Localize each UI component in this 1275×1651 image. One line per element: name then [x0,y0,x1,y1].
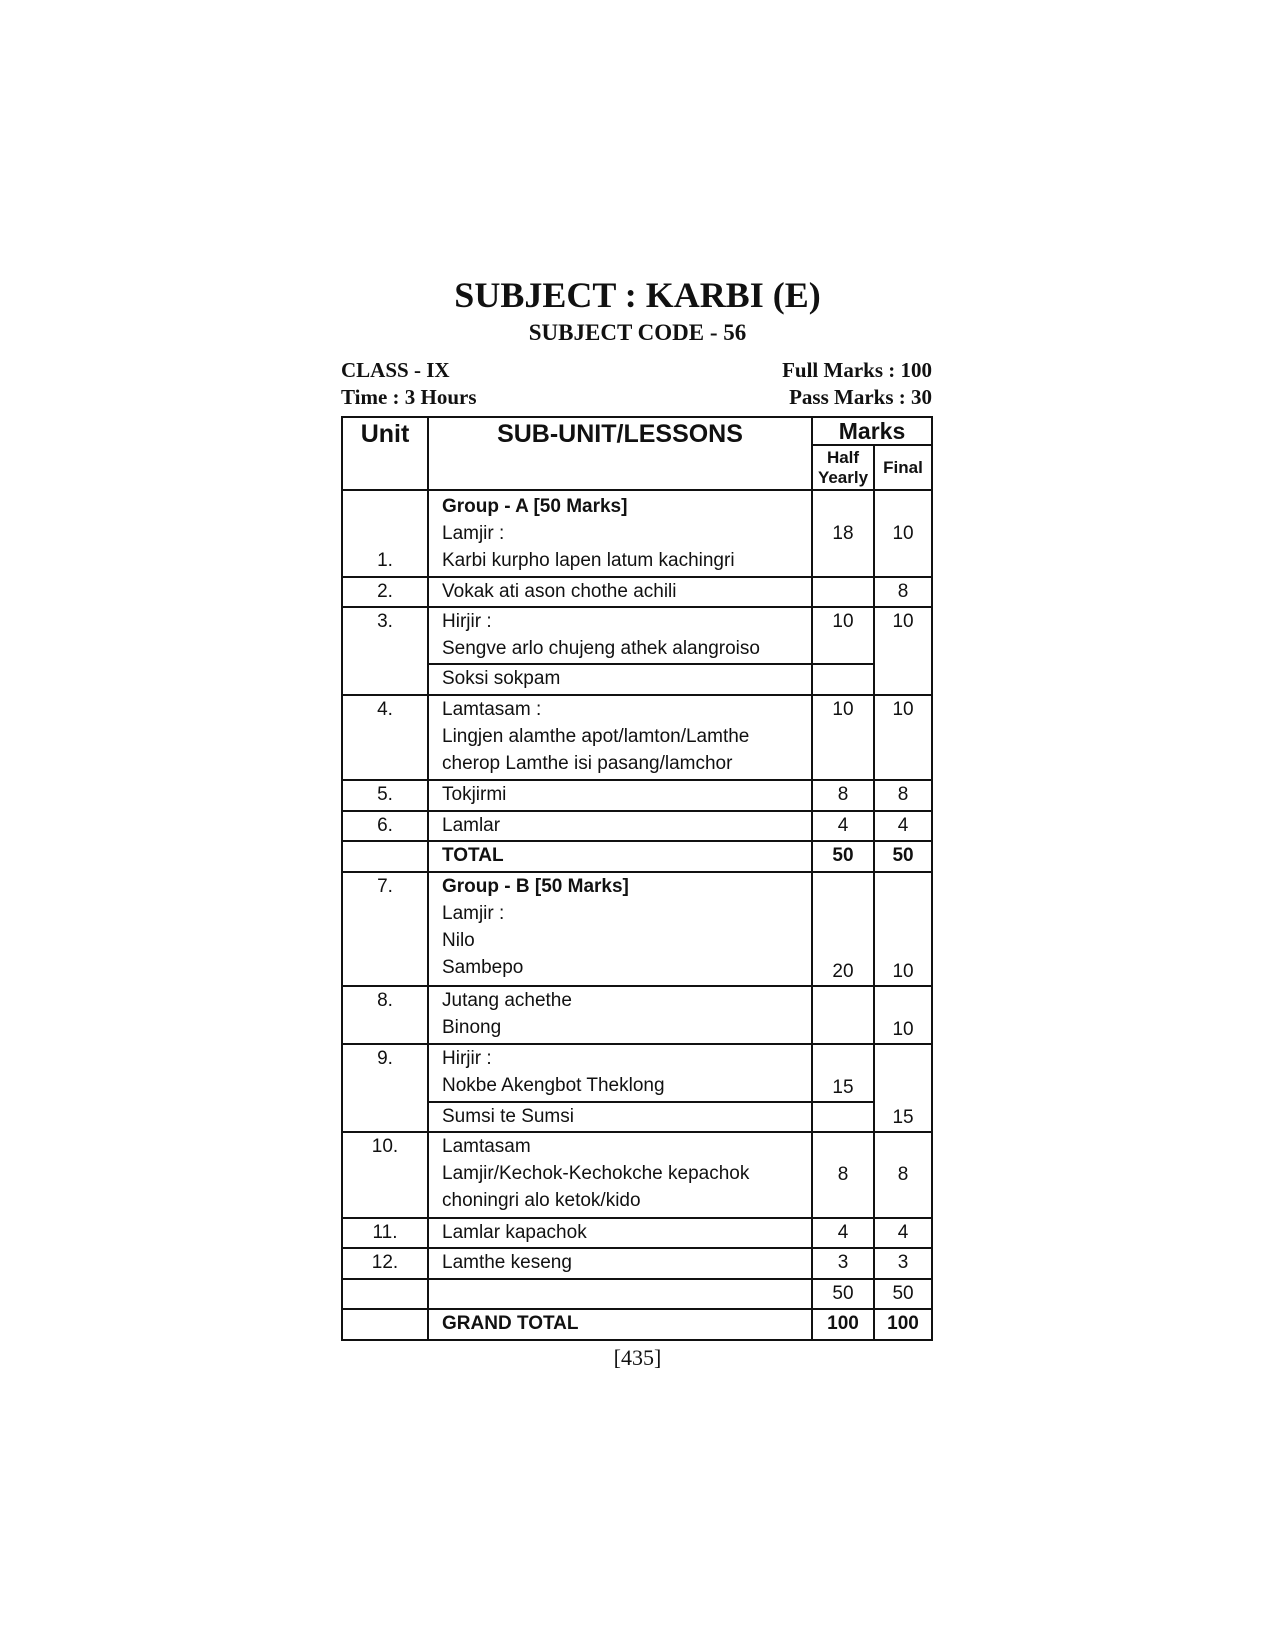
lesson-line: Sambepo [442,956,524,978]
half-yearly-cell: 10 [812,607,874,664]
lesson-line: Hirjir : [442,1047,492,1069]
half-yearly-cell: 20 [812,872,874,986]
lesson-cell: Sumsi te Sumsi [428,1102,812,1133]
lesson-line: Karbi kurpho lapen latum kachingri [442,550,735,572]
half-yearly-cell: 4 [812,811,874,842]
unit-cell: 10. [342,1132,428,1217]
half-yearly-cell: 8 [812,780,874,811]
table-row [342,1102,932,1133]
header-half-yearly-text: Half Yearly [817,447,869,487]
final-cell: 10 [874,607,932,695]
subject-code: SUBJECT CODE - 56 [528,320,747,345]
grand-total-label: GRAND TOTAL [428,1309,812,1340]
unit-cell: 2. [342,577,428,608]
class-label: CLASS - IX [341,358,450,382]
lesson-cell [428,1044,812,1102]
unit-cell [342,841,428,872]
final-cell: 10 [874,695,932,780]
half-yearly-cell [812,577,874,608]
header-marks: Marks [812,417,932,445]
half-yearly-cell [812,986,874,1044]
group-heading: Group - B [50 Marks] [442,875,629,897]
final-cell: 10 [874,490,932,576]
table-row [342,1044,932,1102]
unit-cell: 4. [342,695,428,780]
unit-cell: 8. [342,986,428,1044]
lesson-cell [428,607,812,664]
page-number: [435] [613,1345,662,1370]
half-yearly-cell [812,1102,874,1133]
half-yearly-cell: 10 [812,695,874,780]
half-yearly-cell: 8 [812,1132,874,1217]
group-heading: Group - A [50 Marks] [442,496,628,518]
final-grand-total: 100 [874,1309,932,1340]
table-row [342,811,932,842]
lesson-cell: Soksi sokpam [428,664,812,695]
table-header-row [342,417,932,445]
lesson-line: Jutang achethe [442,989,572,1011]
lesson-line: choningri alo ketok/kido [442,1190,641,1212]
page-title: SUBJECT : KARBI (E) [454,275,821,315]
lesson-line: Binong [442,1016,502,1038]
grand-total-row [342,1309,932,1340]
subtotal-row [342,1279,932,1310]
lesson-line: Lamjir : [442,523,505,545]
lesson-line: Lamjir/Kechok-Kechokche kepachok [442,1163,750,1185]
full-marks-label: Full Marks : 100 [782,358,932,382]
unit-cell: 9. [342,1044,428,1133]
final-cell: 15 [874,1044,932,1133]
final-cell: 10 [874,872,932,986]
unit-cell: 3. [342,607,428,695]
pass-marks-label: Pass Marks : 30 [789,385,932,409]
lesson-line: cherop Lamthe isi pasang/lamchor [442,752,733,774]
lesson-cell [428,490,812,576]
final-cell: 8 [874,1132,932,1217]
lesson-line: Hirjir : [442,611,492,633]
lesson-line: Nokbe Akengbot Theklong [442,1074,665,1096]
table-row [342,986,932,1044]
time-label: Time : 3 Hours [341,385,477,409]
unit-cell: 6. [342,811,428,842]
lesson-line: Sengve arlo chujeng athek alangroiso [442,638,760,660]
final-subtotal: 50 [874,1279,932,1310]
unit-cell: 11. [342,1218,428,1249]
final-cell: 10 [874,986,932,1044]
marks-table [341,416,933,1341]
lesson-line: Lamjir : [442,902,505,924]
table-row [342,1218,932,1249]
lesson-line: Lingjen alamthe apot/lamton/Lamthe [442,725,750,747]
lesson-cell: Lamlar [428,811,812,842]
final-cell: 4 [874,811,932,842]
lesson-cell [428,695,812,780]
table-row [342,695,932,780]
header-half-yearly [812,445,874,490]
lesson-cell: Tokjirmi [428,780,812,811]
half-yearly-cell: 18 [812,490,874,576]
total-label: TOTAL [428,841,812,872]
lesson-line: Lamtasam [442,1136,531,1158]
half-yearly-total: 50 [812,841,874,872]
unit-cell: 7. [342,872,428,986]
half-yearly-subtotal: 50 [812,1279,874,1310]
table-row [342,1132,932,1217]
table-row [342,490,932,576]
lesson-cell [428,1279,812,1310]
unit-cell: 1. [342,490,428,576]
final-cell: 4 [874,1218,932,1249]
lesson-line: Nilo [442,929,475,951]
half-yearly-cell [812,664,874,695]
final-cell: 8 [874,577,932,608]
lesson-cell: Vokak ati ason chothe achili [428,577,812,608]
lesson-cell: Lamlar kapachok [428,1218,812,1249]
header-unit: Unit [342,417,428,490]
final-cell: 3 [874,1248,932,1279]
table-row [342,577,932,608]
half-yearly-grand-total: 100 [812,1309,874,1340]
total-row [342,841,932,872]
unit-cell: 12. [342,1248,428,1279]
table-row [342,872,932,986]
lesson-line: Lamtasam : [442,698,542,720]
header-sub-unit: SUB-UNIT/LESSONS [428,417,812,490]
unit-cell [342,1309,428,1340]
table-row [342,1248,932,1279]
half-yearly-cell: 4 [812,1218,874,1249]
table-row [342,780,932,811]
lesson-cell [428,986,812,1044]
final-total: 50 [874,841,932,872]
lesson-cell: Lamthe keseng [428,1248,812,1279]
table-row [342,607,932,664]
lesson-cell [428,872,812,986]
final-cell: 8 [874,780,932,811]
half-yearly-cell: 3 [812,1248,874,1279]
table-row [342,664,932,695]
unit-cell: 5. [342,780,428,811]
lesson-cell [428,1132,812,1217]
header-final: Final [874,445,932,490]
unit-cell [342,1279,428,1310]
half-yearly-cell: 15 [812,1044,874,1102]
